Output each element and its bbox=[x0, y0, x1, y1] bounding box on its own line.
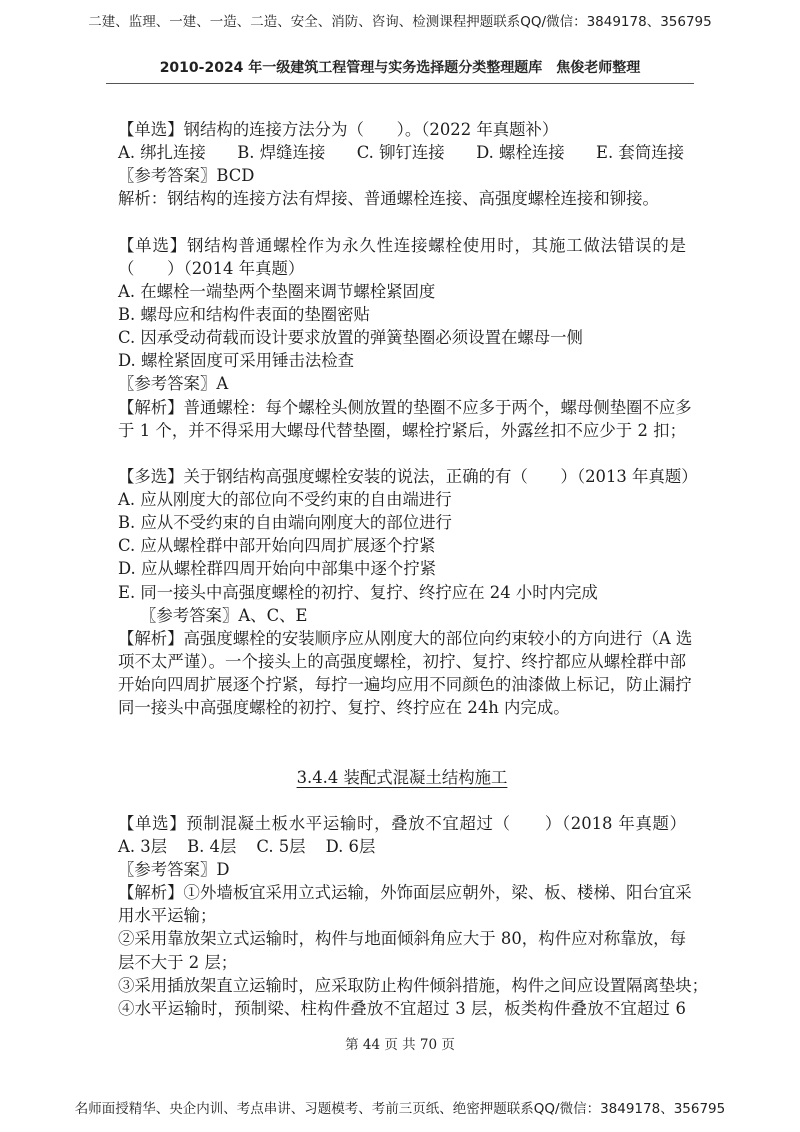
analysis-line: ②采用靠放架立式运输时，构件与地面倾斜角应大于 80，构件应对称靠放，每 bbox=[118, 929, 686, 949]
analysis-line: 项不太严谨）。一个接头上的高强度螺栓，初拧、复拧、终拧都应从螺栓群中部 bbox=[118, 651, 686, 671]
analysis-line: 于 1 个，并不得采用大螺母代替垫圈，螺栓拧紧后，外露丝扣不应少于 2 扣； bbox=[118, 420, 686, 440]
analysis-line: ④水平运输时，预制梁、柱构件叠放不宜超过 3 层，板类构件叠放不宜超过 6 bbox=[118, 998, 686, 1018]
page-content bbox=[118, 118, 709, 1020]
reference-answer: 〖参考答案〗A bbox=[118, 374, 229, 394]
question-block bbox=[118, 812, 709, 1020]
spacer bbox=[118, 719, 686, 765]
section-heading: 3.4.4 装配式混凝土结构施工 bbox=[296, 767, 508, 787]
option-c: C. 5层 bbox=[256, 836, 306, 856]
option-e: E. 套筒连接 bbox=[596, 143, 684, 163]
question-stem: 【多选】关于钢结构高强度螺栓安装的说法，正确的有（ ）（2013 年真题） bbox=[118, 466, 698, 486]
spacer bbox=[118, 789, 686, 812]
question-stem: 【单选】钢结构普通螺栓作为永久性连接螺栓使用时，其施工做法错误的是 bbox=[118, 235, 686, 255]
bottom-contact-banner: 名师面授精华、央企内训、考点串讲、习题模考、考前三页纸、绝密押题联系QQ/微信：3849178、356795 bbox=[74, 1101, 726, 1117]
top-contact-banner: 二建、监理、一建、一造、二造、安全、消防、咨询、检测课程押题联系QQ/微信：3849178、356795 bbox=[88, 14, 712, 30]
reference-answer: 〖参考答案〗BCD bbox=[118, 166, 255, 186]
option-a: A. 绑扎连接 bbox=[118, 143, 206, 163]
option-a: A. 应从刚度大的部位向不受约束的自由端进行 bbox=[118, 490, 452, 509]
analysis-line: 【解析】普通螺栓：每个螺栓头侧放置的垫圈不应多于两个，螺母侧垫圈不应多 bbox=[118, 397, 692, 417]
option-d: D. 应从螺栓群四周开始向中部集中逐个拧紧 bbox=[118, 559, 437, 579]
option-d: D. 螺栓紧固度可采用锤击法检查 bbox=[118, 351, 355, 371]
reference-answer: 〖参考答案〗A、C、E bbox=[140, 605, 308, 625]
spacer bbox=[118, 211, 686, 234]
analysis-line: 【解析】①外墙板宜采用立式运输，外饰面层应朝外，梁、板、楼梯、阳台宜采 bbox=[118, 883, 692, 903]
option-a: A. 在螺栓一端垫两个垫圈来调节螺栓紧固度 bbox=[118, 281, 436, 301]
option-a: A. 3层 bbox=[118, 836, 168, 856]
option-row bbox=[118, 141, 684, 164]
question-stem: （ ）（2014 年真题） bbox=[118, 258, 305, 278]
question-block bbox=[118, 465, 698, 719]
analysis-line: 层不大于 2 层； bbox=[118, 952, 238, 972]
analysis-line: 解析：钢结构的连接方法有焊接、普通螺栓连接、高强度螺栓连接和铆接。 bbox=[118, 189, 659, 209]
option-b: B. 应从不受约束的自由端向刚度大的部位进行 bbox=[118, 513, 452, 533]
option-b: B. 焊缝连接 bbox=[237, 143, 326, 163]
spacer bbox=[118, 442, 686, 465]
analysis-line: 同一接头中高强度螺栓的初拧、复拧、终拧应在 24h 内完成。 bbox=[118, 698, 570, 718]
option-d: D. 螺栓连接 bbox=[476, 143, 565, 163]
analysis-line: ③采用插放架直立运输时，应采取防止构件倾斜措施，构件之间应设置隔离垫块； bbox=[118, 975, 709, 995]
question-stem: 【单选】钢结构的连接方法分为（ ）。（2022 年真题补） bbox=[118, 120, 559, 139]
page-number: 第 44 页 共 70 页 bbox=[345, 1037, 455, 1053]
option-row bbox=[118, 835, 686, 858]
analysis-line: 【解析】高强度螺栓的安装顺序应从刚度大的部位向约束较小的方向进行（A 选 bbox=[118, 628, 693, 648]
analysis-line: 开始向四周扩展逐个拧紧，每拧一遍均应用不同颜色的油漆做上标记，防止漏拧 bbox=[118, 675, 692, 694]
question-block bbox=[118, 118, 686, 211]
option-b: B. 4层 bbox=[187, 836, 237, 856]
question-stem: 【单选】预制混凝土板水平运输时，叠放不宜超过（ ）（2018 年真题） bbox=[118, 813, 686, 833]
reference-answer: 〖参考答案〗D bbox=[118, 860, 230, 879]
option-c: C. 因承受动荷载而设计要求放置的弹簧垫圈必须设置在螺母一侧 bbox=[118, 328, 583, 348]
option-e: E. 同一接头中高强度螺栓的初拧、复拧、终拧应在 24 小时内完成 bbox=[118, 582, 598, 602]
option-b: B. 螺母应和结构件表面的垫圈密贴 bbox=[118, 305, 370, 324]
option-c: C. 应从螺栓群中部开始向四周扩展逐个拧紧 bbox=[118, 536, 436, 556]
option-c: C. 铆钉连接 bbox=[356, 143, 445, 163]
document-title: 2010-2024 年一级建筑工程管理与实务选择题分类整理题库 焦俊老师整理 bbox=[159, 60, 641, 76]
option-d: D. 6层 bbox=[325, 836, 376, 856]
analysis-line: 用水平运输； bbox=[118, 906, 217, 926]
title-divider bbox=[106, 83, 694, 84]
question-block bbox=[118, 234, 692, 442]
